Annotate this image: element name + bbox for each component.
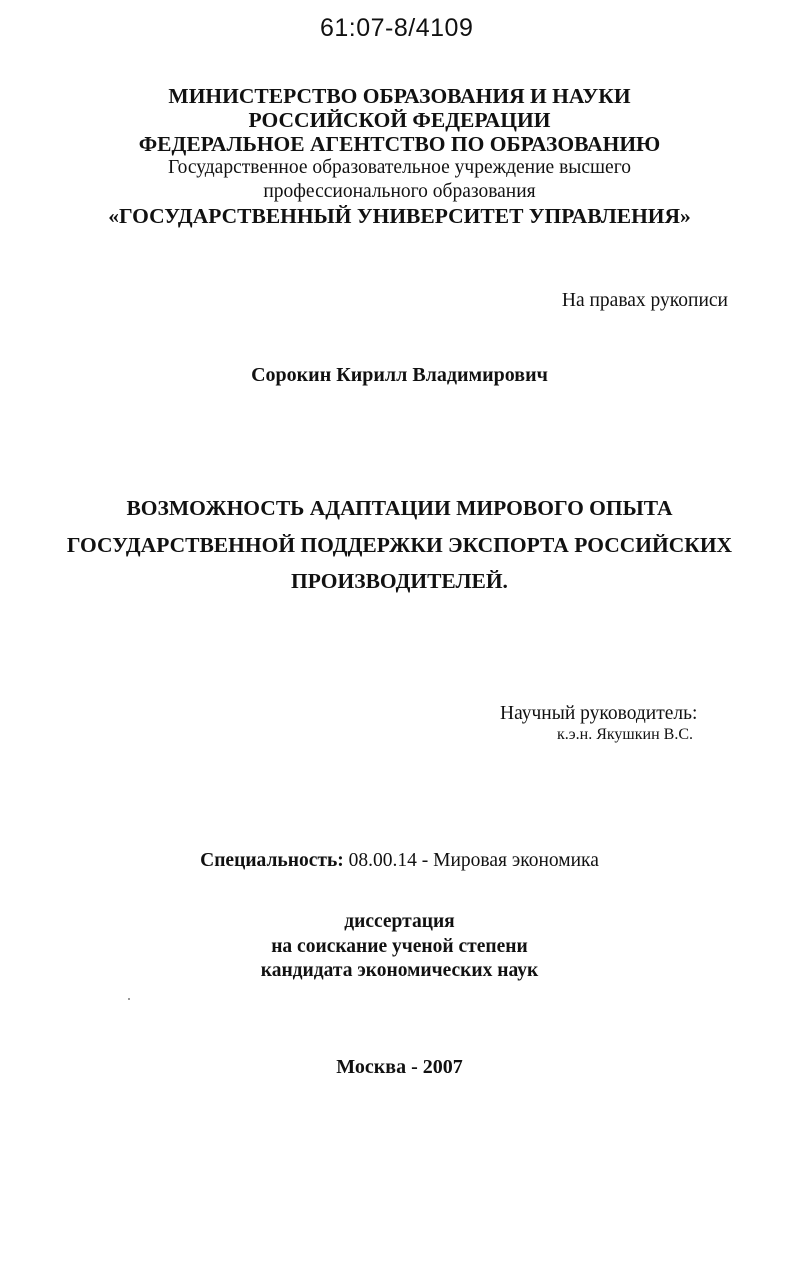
institution-type-line-1: Государственное образовательное учреждение высшего [168, 157, 631, 178]
manuscript-rights: На правах рукописи [561, 290, 728, 311]
degree-line-1: диссертация [344, 911, 455, 932]
degree-statement [0, 910, 799, 984]
dissertation-title [0, 490, 799, 600]
agency-line: ФЕДЕРАЛЬНОЕ АГЕНТСТВО ПО ОБРАЗОВАНИЮ [138, 132, 661, 156]
advisor-label: Научный руководитель: [500, 703, 698, 724]
scan-speck [128, 998, 130, 1000]
catalog-number: 61:07-8/4109 [320, 14, 474, 42]
title-line-2: ГОСУДАРСТВЕННОЙ ПОДДЕРЖКИ ЭКСПОРТА РОССИЙСКИХ [66, 532, 733, 557]
ministry-line-1: МИНИСТЕРСТВО ОБРАЗОВАНИЯ И НАУКИ [168, 84, 631, 108]
institution-header [0, 84, 799, 228]
degree-line-2: на соискание ученой степени [271, 935, 528, 957]
specialty-value: 08.00.14 - Мировая экономика [343, 850, 599, 871]
title-line-1: ВОЗМОЖНОСТЬ АДАПТАЦИИ МИРОВОГО ОПЫТА [126, 496, 673, 520]
title-line-3: ПРОИЗВОДИТЕЛЕЙ. [291, 569, 508, 593]
degree-line-3: кандидата экономических наук [260, 960, 539, 981]
author-name: Сорокин Кирилл Владимирович [251, 364, 548, 386]
specialty-line [0, 850, 799, 872]
institution-type-line-2: профессионального образования [263, 181, 536, 202]
university-name: «ГОСУДАРСТВЕННЫЙ УНИВЕРСИТЕТ УПРАВЛЕНИЯ» [108, 204, 691, 228]
specialty-label: Специальность: [200, 850, 344, 871]
advisor-name: к.э.н. Якушкин В.С. [557, 726, 693, 743]
city-year: Москва - 2007 [336, 1056, 463, 1078]
ministry-line-2: РОССИЙСКОЙ ФЕДЕРАЦИИ [248, 108, 551, 132]
